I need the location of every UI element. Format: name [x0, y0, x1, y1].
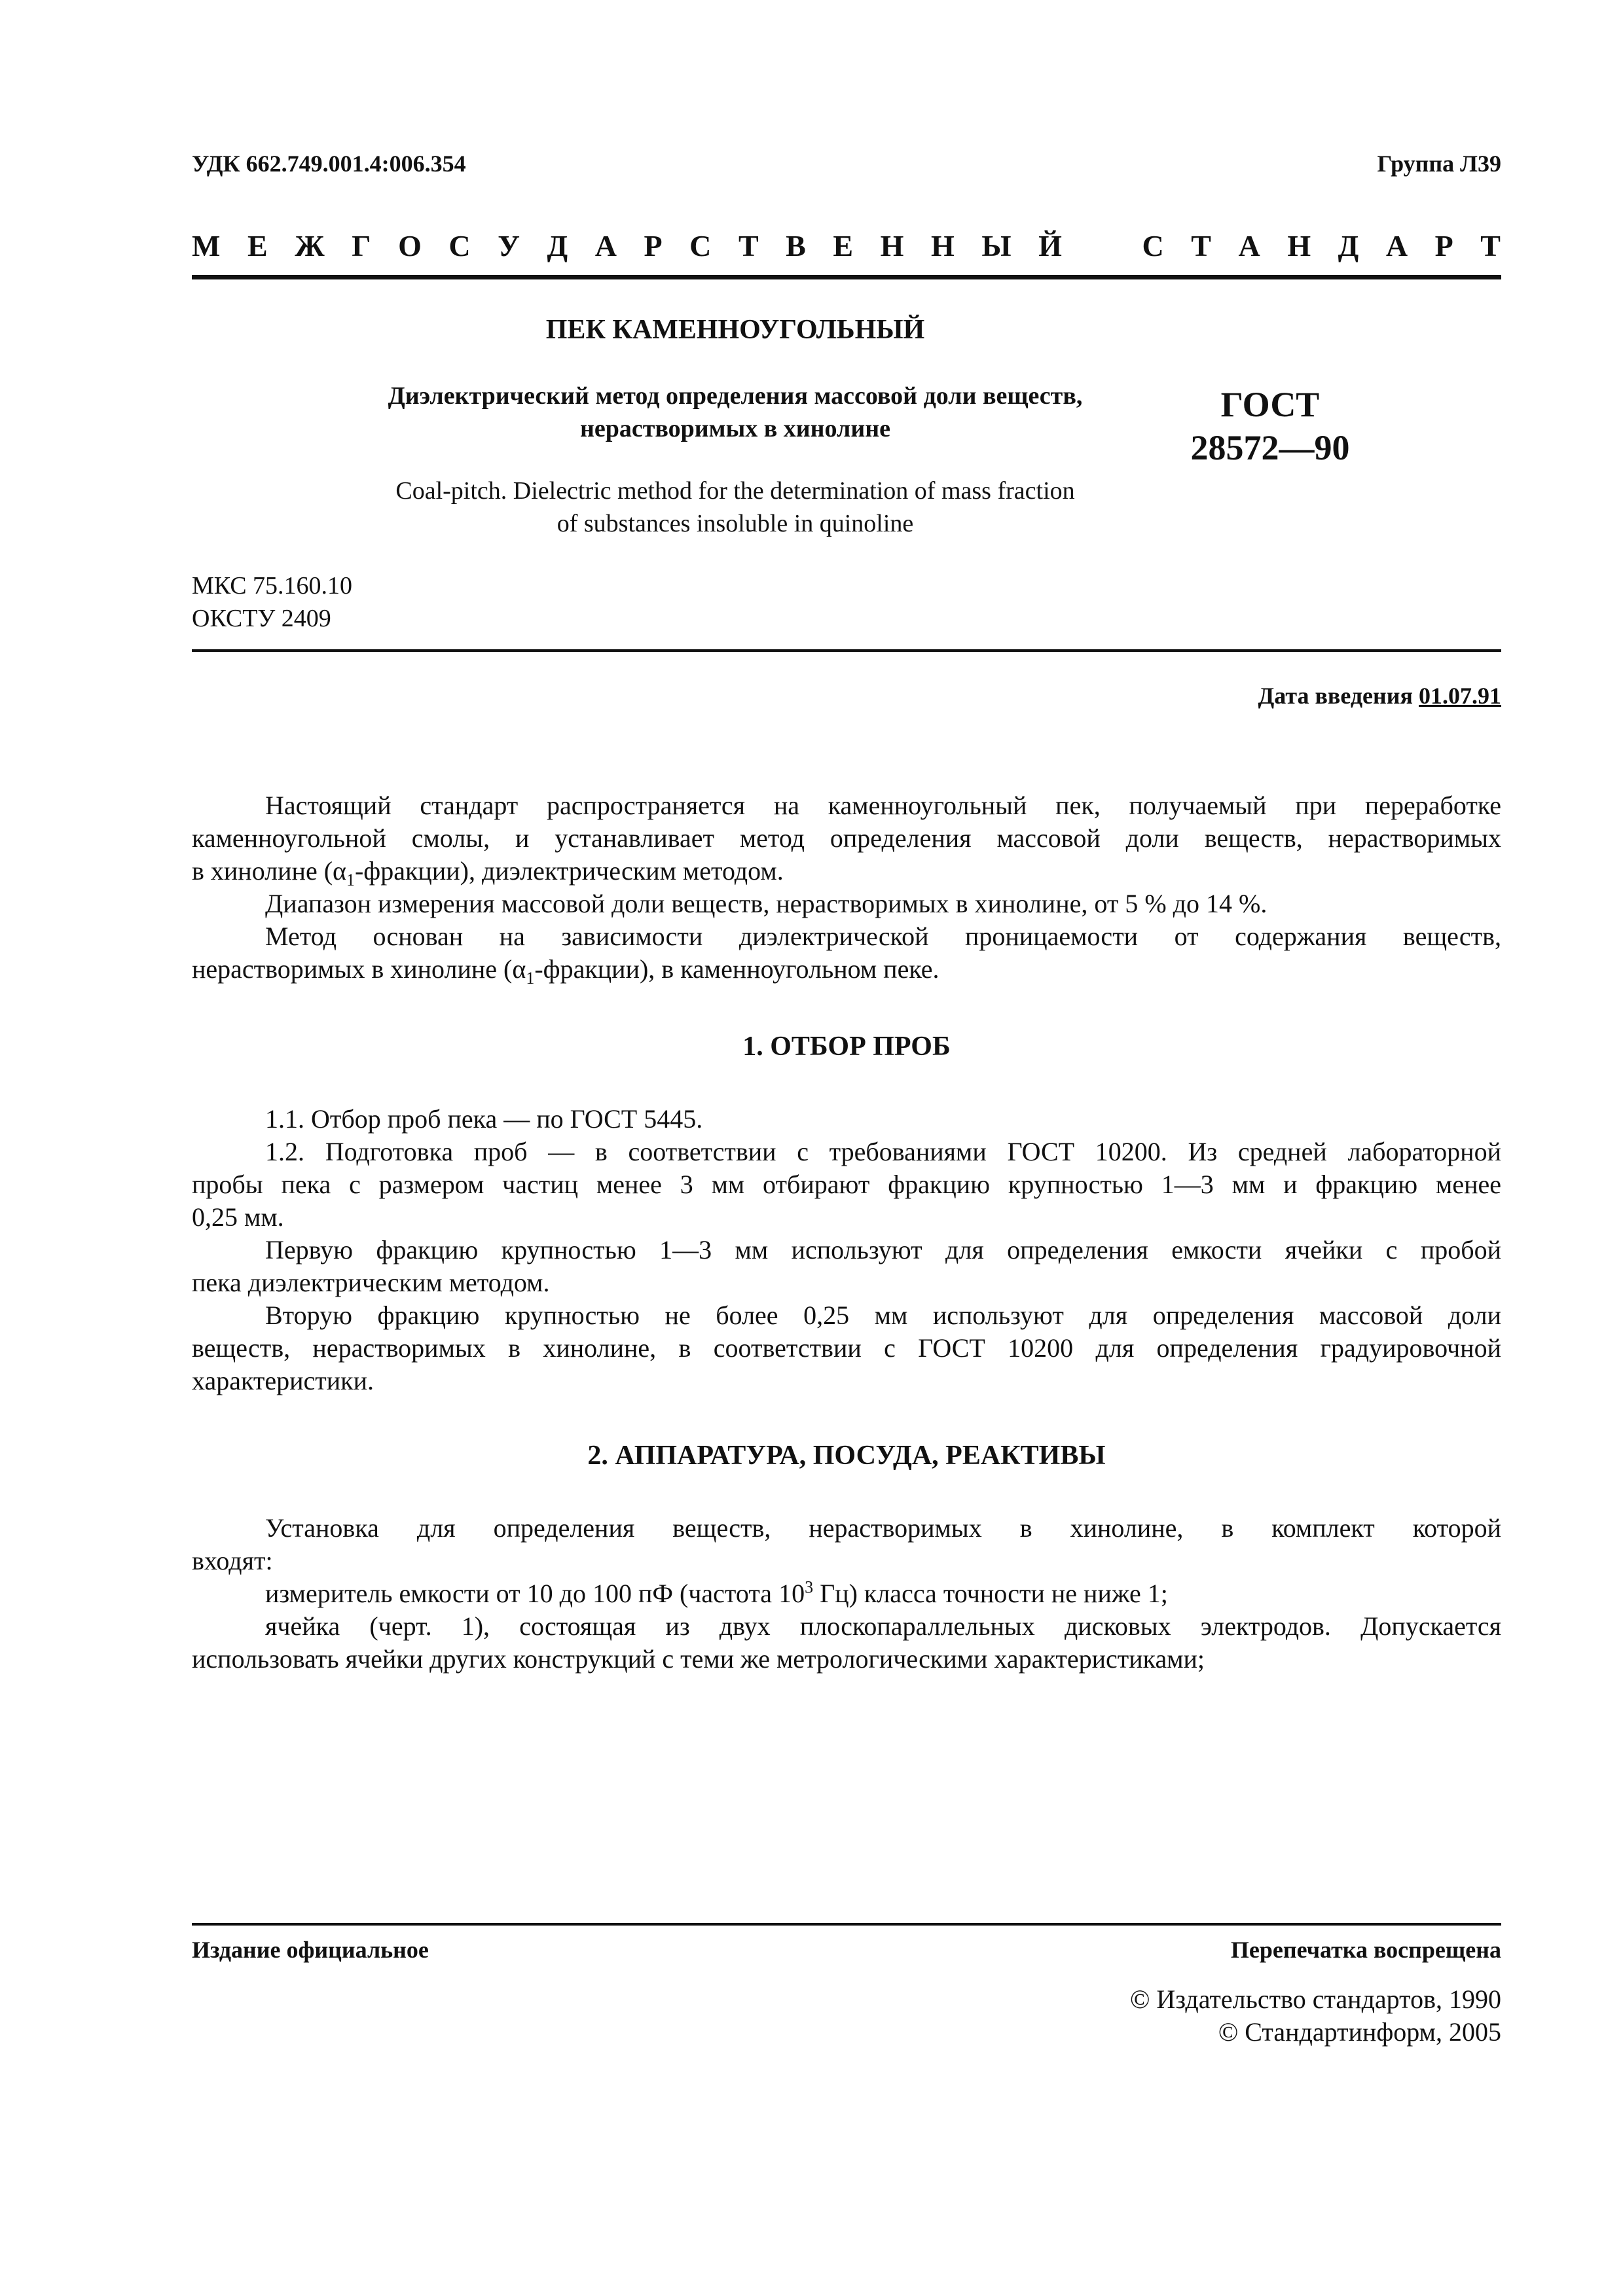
intro-paragraph-2	[192, 888, 1501, 920]
intro-p2-line-1: Диапазон измерения массовой доли веществ, нерастворимых в хинолине, от 5 % до 14 %.	[265, 889, 1267, 918]
group-code: Группа Л39	[1377, 151, 1501, 177]
intro-p3-line-1: Метод основан на зависимости диэлектрической проницаемости от содержания веществ,	[265, 922, 1501, 951]
intro-p3-line-2	[192, 953, 1501, 986]
first-fraction-line-1: Первую фракцию крупностью 1—3 мм используют для определения емкости ячейки с пробой	[265, 1235, 1501, 1265]
section-1-second-fraction	[192, 1299, 1501, 1397]
intro-p1-line-1: Настоящий стандарт распространяется на каменноугольный пек, получаемый при переработке	[265, 791, 1501, 820]
banner-rule	[192, 275, 1501, 279]
standard-banner: М Е Ж Г О С У Д А Р С Т В Е Н Н Ы Й С Т А Н Д А Р Т	[192, 229, 1501, 262]
section-2-p3-line-1: ячейка (черт. 1), состоящая из двух плоскопараллельных дисковых электродов. Допускается	[265, 1611, 1501, 1641]
gost-number: 28572—90	[1190, 428, 1350, 467]
second-fraction-line-3: характеристики.	[192, 1366, 374, 1395]
udk-code: УДК 662.749.001.4:006.354	[192, 151, 466, 177]
section-1-2	[192, 1136, 1501, 1234]
effective-date	[1258, 681, 1502, 711]
intro-p3-line-2-a: нерастворимых в хинолине (α	[192, 954, 526, 984]
section-2-paragraph-3	[192, 1610, 1501, 1676]
okstu-code: ОКСТУ 2409	[192, 605, 331, 632]
copyright-block	[1130, 1983, 1501, 2049]
mks-code: МКС 75.160.10	[192, 572, 353, 600]
footer-rule	[192, 1923, 1501, 1926]
subtitle-line-1: Диэлектрический метод определения массовой доли веществ,	[388, 382, 1083, 410]
classification-codes	[192, 569, 352, 635]
alpha-subscript: 1	[526, 969, 535, 988]
section-2-p3-line-2: использовать ячейки других конструкций с теми же метрологическими характеристиками;	[192, 1644, 1205, 1674]
intro-paragraph-3	[192, 920, 1501, 986]
intro-paragraph-1	[192, 789, 1501, 888]
intro-p3-line-2-b: -фракции), в каменноугольном пеке.	[534, 954, 939, 984]
intro-p1-line-3-b: -фракции), диэлектрическим методом.	[354, 856, 784, 886]
effective-date-value: 01.07.91	[1419, 683, 1501, 709]
copyright-2005: © Стандартинформ, 2005	[1218, 2017, 1501, 2047]
section-1-heading: 1. ОТБОР ПРОБ	[742, 1031, 951, 1062]
section-1-1	[192, 1103, 1501, 1136]
first-fraction-line-2: пека диэлектрическим методом.	[192, 1268, 550, 1297]
copyright-1990: © Издательство стандартов, 1990	[1129, 1984, 1501, 2014]
section-2-p2-line-1	[192, 1577, 1501, 1610]
section-1-2-line-3: 0,25 мм.	[192, 1202, 284, 1232]
section-2-paragraph-2	[192, 1577, 1501, 1610]
section-2-paragraph-1	[192, 1512, 1501, 1577]
english-title-line-2: of substances insoluble in quinoline	[556, 510, 914, 537]
second-fraction-line-2: веществ, нерастворимых в хинолине, в соответствии с ГОСТ 10200 для определения градуировочной	[192, 1333, 1501, 1363]
english-title	[192, 475, 1279, 540]
section-1-1-line-1: 1.1. Отбор проб пека — по ГОСТ 5445.	[265, 1104, 703, 1134]
section-2-p2-b: Гц) класса точности не ниже 1;	[813, 1579, 1168, 1608]
section-2-heading: 2. АППАРАТУРА, ПОСУДА, РЕАКТИВЫ	[587, 1441, 1106, 1471]
section-2-p1-line-2: входят:	[192, 1546, 273, 1575]
intro-p1-line-2: каменноугольной смолы, и устанавливает метод определения массовой доли веществ, нерастворимых	[192, 823, 1501, 853]
alpha-subscript: 1	[346, 870, 355, 889]
intro-p1-line-3	[192, 855, 1501, 888]
official-edition: Издание официальное	[192, 1937, 429, 1963]
section-2-p1-line-1: Установка для определения веществ, нерастворимых в хинолине, в комплект которой	[265, 1513, 1501, 1543]
english-title-line-1: Coal-pitch. Dielectric method for the determination of mass fraction	[395, 477, 1075, 505]
reprint-prohibited: Перепечатка воспрещена	[1230, 1937, 1501, 1963]
section-2-p2-a: измеритель емкости от 10 до 100 пФ (частота 10	[265, 1579, 805, 1608]
gost-designation	[1113, 383, 1427, 469]
second-fraction-line-1: Вторую фракцию крупностью не более 0,25 мм используют для определения массовой доли	[265, 1300, 1501, 1330]
section-1-2-line-1: 1.2. Подготовка проб — в соответствии с требованиями ГОСТ 10200. Из средней лабораторной	[265, 1137, 1501, 1166]
section-1-first-fraction	[192, 1234, 1501, 1299]
gost-label: ГОСТ	[1220, 385, 1320, 424]
intro-p1-line-3-a: в хинолине (α	[192, 856, 346, 886]
section-1-2-line-2: пробы пека с размером частиц менее 3 мм отбирают фракцию крупностью 1—3 мм и фракцию менее	[192, 1170, 1501, 1199]
subtitle-line-2: нерастворимых в хинолине	[579, 415, 891, 442]
document-title: ПЕК КАМЕННОУГОЛЬНЫЙ	[545, 315, 925, 345]
frequency-exponent: 3	[805, 1577, 814, 1597]
title-block-rule	[192, 649, 1501, 652]
effective-date-label: Дата введения	[1258, 683, 1413, 709]
